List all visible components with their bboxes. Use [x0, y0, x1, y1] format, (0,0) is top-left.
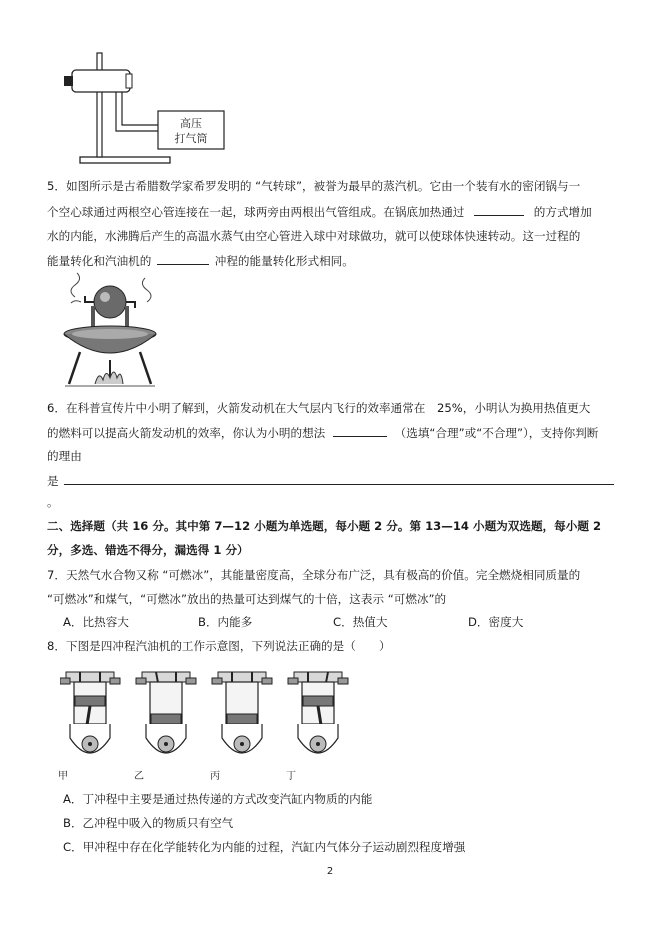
- caption-ding: 丁: [286, 771, 296, 782]
- q8-option-c[interactable]: C．甲冲程中存在化学能转化为内能的过程，汽缸内气体分子运动剧烈程度增强: [63, 840, 466, 854]
- q5-blank-1[interactable]: [474, 203, 524, 216]
- section-2-heading-line-1: 二、选择题（共 16 分。其中第 7—12 小题为单选题，每小题 2 分。第 13—14 小题为双选题，每小题 2: [47, 519, 602, 533]
- engine-ding: [288, 672, 348, 753]
- q5-line-3: 水的内能，水沸腾后产生的高温水蒸气由空心管进入球中对球做功，就可以使球体快速转动。这一过程的: [47, 229, 581, 243]
- q5-line-2-text-a: 个空心球通过两根空心管连接在一起，球两旁由两根出气管组成。在锅底加热通过: [47, 205, 465, 219]
- page-number: 2: [326, 866, 334, 877]
- caption-jia: 甲: [58, 771, 68, 782]
- q5-line-2: [47, 203, 592, 220]
- q6-line-2-text-a: 的燃料可以提高火箭发动机的效率，你认为小明的想法: [47, 426, 326, 440]
- q7-option-c[interactable]: C．热值大: [333, 615, 388, 629]
- engine-jia: [60, 672, 120, 753]
- pump-apparatus-figure: [60, 45, 240, 170]
- pump-label-1: 高压: [180, 117, 202, 130]
- engine-yi: [136, 672, 196, 753]
- q6-blank-reason[interactable]: [64, 472, 614, 485]
- section-2-heading-line-2: 分，多选、错选不得分，漏选得 1 分）: [47, 543, 249, 557]
- q7-option-a[interactable]: A．比热容大: [63, 615, 129, 629]
- q6-line-4: [47, 472, 614, 489]
- q6-line-3: 的理由: [47, 449, 82, 463]
- aeolipile-figure: [55, 272, 165, 390]
- q8-option-a[interactable]: A．丁冲程中主要是通过热传递的方式改变汽缸内物质的内能: [63, 792, 373, 806]
- q7-option-b[interactable]: B．内能多: [198, 615, 253, 629]
- q5-line-4-text-b: 冲程的能量转化形式相同。: [214, 254, 354, 268]
- q8-option-b[interactable]: B．乙冲程中吸入的物质只有空气: [63, 816, 234, 830]
- q5-line-1: 5．如图所示是古希腊数学家希罗发明的 “气转球”，被誉为最早的蒸汽机。它由一个装有水的密闭锅与一: [47, 179, 581, 193]
- q6-line-1: 6．在科普宣传片中小明了解到，火箭发动机在大气层内飞行的效率通常在 25%，小明认为换用热值更大: [47, 401, 591, 415]
- engine-stroke-figure: [60, 668, 360, 768]
- q6-line-5: 。: [47, 495, 59, 509]
- q7-option-d[interactable]: D．密度大: [468, 615, 524, 629]
- q7-line-2: “可燃冰”和煤气，“可燃冰”放出的热量可达到煤气的十倍，这表示 “可燃冰”的: [47, 592, 447, 606]
- q6-line-2-text-b: （选填“合理”或“不合理”），支持你判断: [394, 426, 599, 440]
- q5-line-2-text-b: 的方式增加: [533, 205, 592, 219]
- q8-stem: 8．下图是四冲程汽油机的工作示意图，下列说法正确的是（ ）: [47, 639, 391, 653]
- caption-yi: 乙: [134, 771, 144, 782]
- engine-bing: [212, 672, 272, 753]
- q5-line-4: [47, 252, 354, 269]
- pump-label-2: 打气筒: [174, 132, 208, 145]
- caption-bing: 丙: [210, 771, 220, 782]
- q5-blank-2[interactable]: [157, 252, 209, 265]
- q7-line-1: 7．天然气水合物又称 “可燃冰”，其能量密度高，全球分布广泛，具有极高的价值。完全燃烧相同质量的: [47, 568, 581, 582]
- q5-line-4-text-a: 能量转化和汽油机的: [47, 254, 152, 268]
- q6-line-2: [47, 424, 598, 441]
- q6-blank-1[interactable]: [333, 424, 387, 437]
- q6-line-4-text: 是: [47, 474, 59, 488]
